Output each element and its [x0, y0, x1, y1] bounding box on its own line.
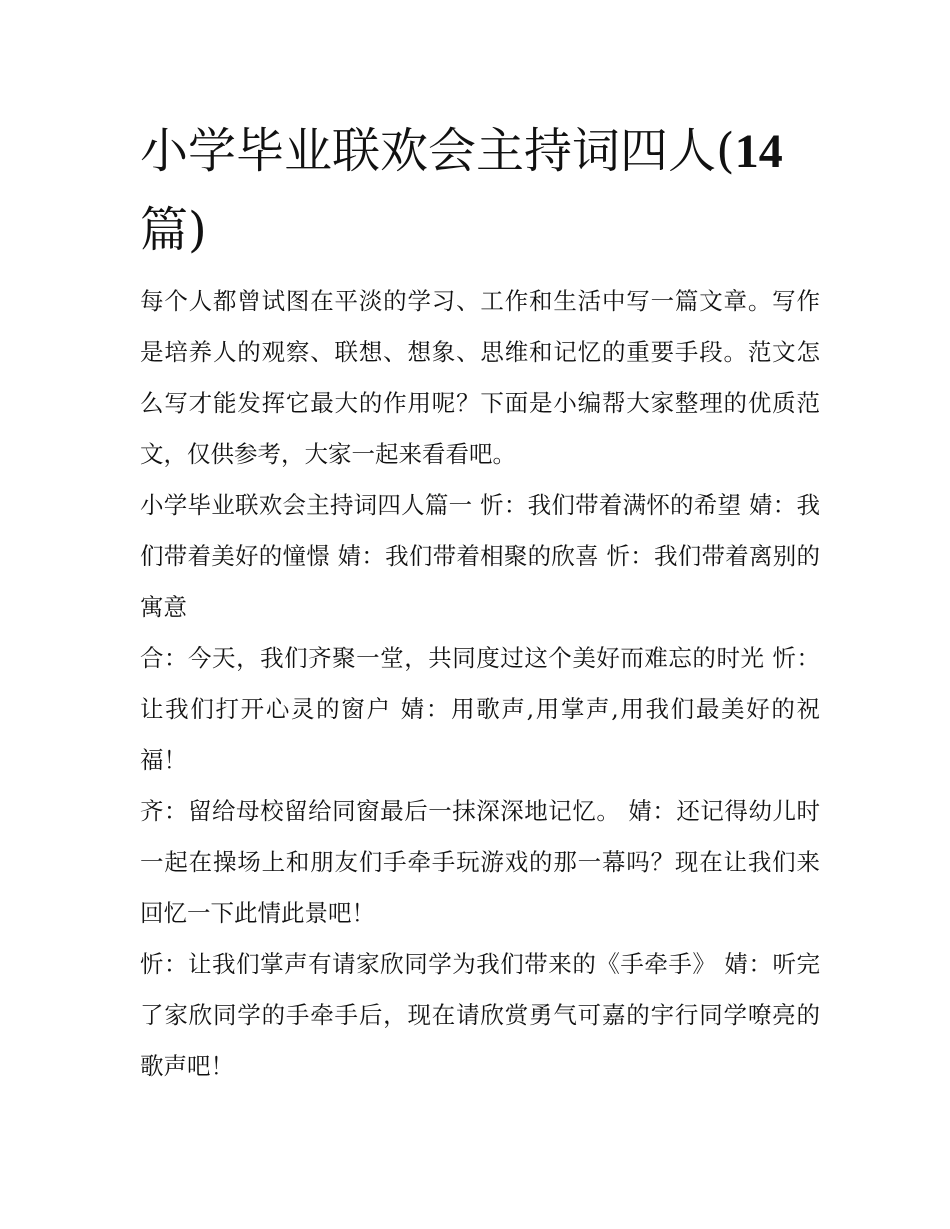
title-text: 小学毕业联欢会主持词四人( — [140, 123, 735, 179]
title-tail: 篇) — [140, 202, 207, 258]
paragraph-opening: 小学毕业联欢会主持词四人篇一 忻：我们带着满怀的希望 婧：我们带着美好的憧憬 婧：我们带着相聚的欣喜 忻：我们带着离别的寓意 — [140, 491, 820, 621]
title-number: 14 — [734, 125, 783, 178]
document-title — [140, 112, 820, 269]
paragraph-memory: 齐：留给母校留给同窗最后一抹深深地记忆。 婧：还记得幼儿时一起在操场上和朋友们手牵手玩游戏的那一幕吗？现在让我们来回忆一下此情此景吧！ — [140, 797, 820, 927]
paragraph-gathering: 合：今天，我们齐聚一堂，共同度过这个美好而难忘的时光 忻：让我们打开心灵的窗户 婧：用歌声,用掌声,用我们最美好的祝福！ — [140, 644, 820, 774]
document-body — [140, 276, 820, 1092]
paragraph-intro: 每个人都曾试图在平淡的学习、工作和生活中写一篇文章。写作是培养人的观察、联想、想象、思维和记忆的重要手段。范文怎么写才能发挥它最大的作用呢？下面是小编帮大家整理的优质范文，仅供参考，大家一起来看看吧。 — [140, 287, 820, 468]
paragraph-performance: 忻：让我们掌声有请家欣同学为我们带来的《手牵手》 婧：听完了家欣同学的手牵手后，现在请欣赏勇气可嘉的宇行同学嘹亮的歌声吧！ — [140, 950, 820, 1080]
